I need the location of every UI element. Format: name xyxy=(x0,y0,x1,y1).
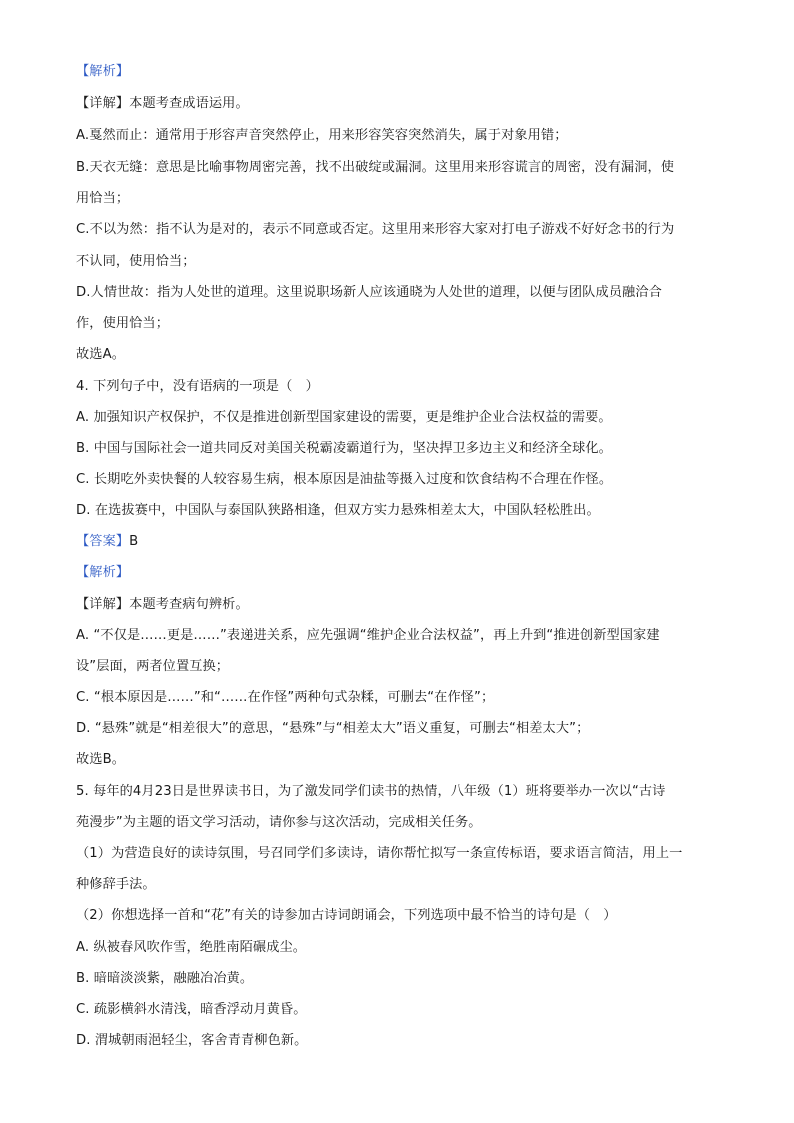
text-line xyxy=(76,719,726,739)
line-text: 5. 每年的4月23日是世界读书日，为了激发同学们读书的热情，八年级（1）班将要举办一次以“古诗 xyxy=(76,784,666,799)
text-line xyxy=(76,126,726,146)
option-d xyxy=(76,501,726,521)
option-b xyxy=(76,439,726,459)
line-text: A. 加强知识产权保护，不仅是推进创新型国家建设的需要，更是维护企业合法权益的需要。 xyxy=(76,410,612,425)
option-b xyxy=(76,969,726,989)
analysis-tag: 【解析】 xyxy=(76,64,130,79)
answer-tag: 【答案】 xyxy=(76,534,130,549)
line-text: C.不以为然：指不认为是对的，表示不同意或否定。这里用来形容大家对打电子游戏不好好念书的行为 xyxy=(76,222,675,237)
line-text: （2）你想选择一首和“花”有关的诗参加古诗词朗诵会，下列选项中最不恰当的诗句是（ ） xyxy=(76,908,617,923)
text-line xyxy=(76,345,726,365)
line-text: （1）为营造良好的读诗氛围，号召同学们多读诗，请你帮忙拟写一条宣传标语，要求语言简洁，用上一 xyxy=(76,846,683,861)
line-text: 4. 下列句子中，没有语病的一项是（ ） xyxy=(76,379,319,394)
line-text: C. 长期吃外卖快餐的人较容易生病，根本原因是油盐等摄入过度和饮食结构不合理在作怪。 xyxy=(76,472,613,487)
line-text: 不认同，使用恰当； xyxy=(76,254,196,269)
line-text: C. 疏影横斜水清浅，暗香浮动月黄昏。 xyxy=(76,1002,307,1017)
text-line xyxy=(76,94,726,114)
answer-line xyxy=(76,532,726,552)
line-text: B. 暗暗淡淡紫，融融冶冶黄。 xyxy=(76,971,254,986)
detail-tag: 【详解】 xyxy=(76,96,130,111)
line-text: D.人情世故：指为人处世的道理。这里说职场新人应该通晓为人处世的道理，以便与团队成员融洽合 xyxy=(76,285,662,300)
line-text: A.戛然而止：通常用于形容声音突然停止，用来形容笑容突然消失，属于对象用错； xyxy=(76,128,568,143)
text-line xyxy=(76,813,726,833)
section-heading xyxy=(76,62,726,82)
option-a xyxy=(76,938,726,958)
line-text: 故选B。 xyxy=(76,752,126,767)
text-line xyxy=(76,626,726,646)
line-text: D. “悬殊”就是“相差很大”的意思，“悬殊”与“相差太大”语义重复，可删去“相差太大”； xyxy=(76,721,590,736)
line-text: B xyxy=(129,534,139,549)
question-4 xyxy=(76,377,726,397)
text-line xyxy=(76,220,726,240)
text-line xyxy=(76,875,726,895)
detail-tag: 【详解】 xyxy=(76,597,130,612)
line-text: 本题考查病句辨析。 xyxy=(129,597,249,612)
line-text: A. “不仅是……更是……”表递进关系，应先强调“维护企业合法权益”，再上升到“推进创新型国家建 xyxy=(76,628,660,643)
text-line xyxy=(76,158,726,178)
line-text: A. 纵被春风吹作雪，绝胜南陌碾成尘。 xyxy=(76,940,307,955)
line-text: 用恰当； xyxy=(76,191,130,206)
option-a xyxy=(76,408,726,428)
option-d xyxy=(76,1031,726,1051)
line-text: 故选A。 xyxy=(76,347,125,362)
line-text: 种修辞手法。 xyxy=(76,877,156,892)
text-line xyxy=(76,252,726,272)
option-c xyxy=(76,1000,726,1020)
option-c xyxy=(76,470,726,490)
line-text: 作，使用恰当； xyxy=(76,316,170,331)
section-heading xyxy=(76,563,726,583)
text-line xyxy=(76,283,726,303)
line-text: D. 渭城朝雨浥轻尘，客舍青青柳色新。 xyxy=(76,1033,308,1048)
line-text: D. 在选拔赛中，中国队与泰国队狭路相逢，但双方实力悬殊相差太大，中国队轻松胜出。 xyxy=(76,503,600,518)
question-5 xyxy=(76,782,726,802)
text-line xyxy=(76,750,726,770)
sub-question-1 xyxy=(76,844,726,864)
text-line xyxy=(76,189,726,209)
text-line xyxy=(76,688,726,708)
text-line xyxy=(76,657,726,677)
line-text: 本题考查成语运用。 xyxy=(129,96,249,111)
line-text: B. 中国与国际社会一道共同反对美国关税霸凌霸道行为，坚决捍卫多边主义和经济全球化。 xyxy=(76,441,612,456)
text-line xyxy=(76,314,726,334)
text-line xyxy=(76,595,726,615)
line-text: 苑漫步”为主题的语文学习活动，请你参与这次活动，完成相关任务。 xyxy=(76,815,482,830)
sub-question-2 xyxy=(76,906,726,926)
analysis-tag: 【解析】 xyxy=(76,565,130,580)
line-text: C. “根本原因是……”和“……在作怪”两种句式杂糅，可删去“在作怪”； xyxy=(76,690,495,705)
line-text: 设”层面，两者位置互换； xyxy=(76,659,230,674)
line-text: B.天衣无缝：意思是比喻事物周密完善，找不出破绽或漏洞。这里用来形容谎言的周密，没有漏洞，使 xyxy=(76,160,675,175)
